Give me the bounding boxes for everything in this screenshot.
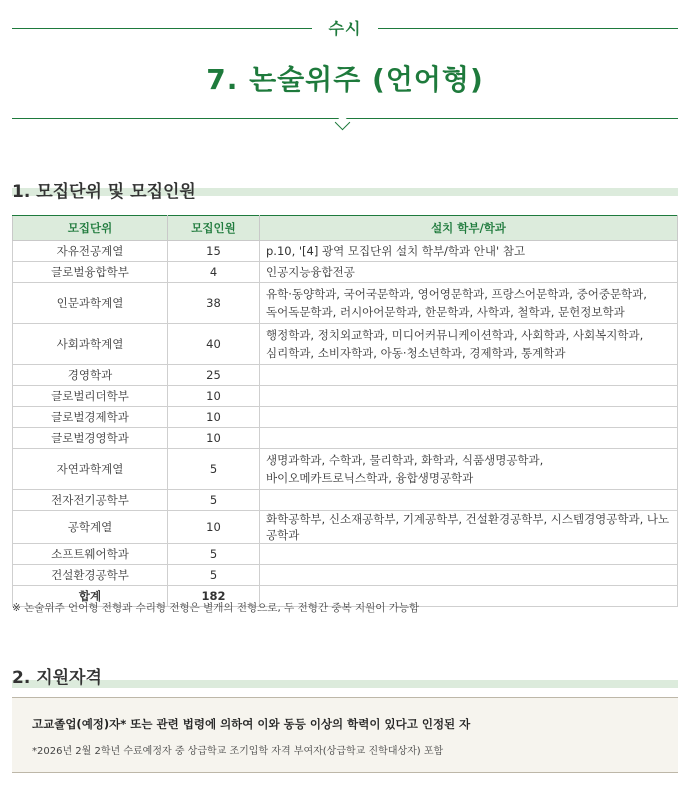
section-tag: 수시	[328, 19, 362, 38]
column-header-count: 모집인원	[168, 216, 260, 241]
cell-count: 10	[168, 407, 260, 428]
cell-depts	[260, 407, 678, 428]
cell-count: 10	[168, 386, 260, 407]
table-row	[13, 386, 678, 407]
cell-count: 5	[168, 449, 260, 490]
eligibility-box	[12, 697, 678, 773]
eligibility-footnote: *2026년 2월 2학년 수료예정자 중 상급학교 조기입학 자격 부여자(상급학교 진학대상자) 포함	[32, 746, 444, 757]
table-row	[13, 324, 678, 365]
cell-unit: 글로벌리더학부	[13, 386, 168, 407]
heading-underline	[12, 680, 678, 688]
cell-count: 38	[168, 283, 260, 324]
section-heading-eligibility: 2. 지원자격	[12, 668, 102, 688]
table-header-row	[13, 216, 678, 241]
cell-unit: 자유전공계열	[13, 241, 168, 262]
cell-depts	[260, 428, 678, 449]
cell-depts	[260, 283, 678, 324]
cell-count: 4	[168, 262, 260, 283]
dept-line: 인공지능융합전공	[266, 265, 355, 279]
cell-depts	[260, 365, 678, 386]
dept-line: 유학·동양학과, 국어국문학과, 영어영문학과, 프랑스어문학과, 중어중문학과,	[266, 287, 647, 301]
total-count: 182	[168, 586, 260, 607]
footnote: ※ 논술위주 언어형 전형과 수리형 전형은 별개의 전형으로, 두 전형간 중복 지원이 가능함	[12, 602, 420, 614]
cell-unit: 인문과학계열	[13, 283, 168, 324]
cell-unit: 글로벌경제학과	[13, 407, 168, 428]
table-row	[13, 544, 678, 565]
table-row	[13, 241, 678, 262]
table-row	[13, 407, 678, 428]
dept-line: 화학공학부, 신소재공학부, 기계공학부, 건설환경공학부, 시스템경영공학과, 나노공학과	[266, 512, 670, 542]
page-title: 7. 논술위주 (언어형)	[206, 63, 484, 96]
cell-count: 10	[168, 511, 260, 544]
cell-count: 25	[168, 365, 260, 386]
total-label: 합계	[13, 586, 168, 607]
table-row	[13, 511, 678, 544]
dept-line: p.10, '[4] 광역 모집단위 설치 학부/학과 안내' 참고	[266, 244, 526, 258]
cell-count: 10	[168, 428, 260, 449]
dept-line: 행정학과, 정치외교학과, 미디어커뮤니케이션학과, 사회학과, 사회복지학과,	[266, 328, 644, 342]
cell-unit: 소프트웨어학과	[13, 544, 168, 565]
cell-depts	[260, 511, 678, 544]
table-row	[13, 283, 678, 324]
cell-depts	[260, 324, 678, 365]
table-row	[13, 490, 678, 511]
cell-depts	[260, 490, 678, 511]
table-row	[13, 262, 678, 283]
cell-count: 5	[168, 544, 260, 565]
cell-unit: 사회과학계열	[13, 324, 168, 365]
table-row	[13, 449, 678, 490]
cell-unit: 건설환경공학부	[13, 565, 168, 586]
cell-depts	[260, 386, 678, 407]
cell-depts	[260, 544, 678, 565]
cell-unit: 전자전기공학부	[13, 490, 168, 511]
table-row	[13, 565, 678, 586]
cell-count: 5	[168, 565, 260, 586]
cell-unit: 글로벌융합학부	[13, 262, 168, 283]
cell-unit: 공학계열	[13, 511, 168, 544]
section-heading-recruitment: 1. 모집단위 및 모집인원	[12, 182, 196, 202]
cell-depts	[260, 241, 678, 262]
dept-line: 생명과학과, 수학과, 물리학과, 화학과, 식품생명공학과,	[266, 453, 544, 467]
cell-count: 15	[168, 241, 260, 262]
table-row	[13, 365, 678, 386]
dept-line: 독어독문학과, 러시아어문학과, 한문학과, 사학과, 철학과, 문헌정보학과	[266, 305, 625, 319]
dept-line: 심리학과, 소비자학과, 아동·청소년학과, 경제학과, 통계학과	[266, 346, 566, 360]
table-row	[13, 428, 678, 449]
cell-count: 40	[168, 324, 260, 365]
dept-line: 바이오메카트로닉스학과, 융합생명공학과	[266, 471, 474, 485]
cell-depts	[260, 262, 678, 283]
recruitment-table	[12, 215, 678, 607]
cell-unit: 경영학과	[13, 365, 168, 386]
column-header-unit: 모집단위	[13, 216, 168, 241]
cell-unit: 글로벌경영학과	[13, 428, 168, 449]
cell-count: 5	[168, 490, 260, 511]
column-header-depts: 설치 학부/학과	[260, 216, 678, 241]
eligibility-main-text: 고교졸업(예정)자* 또는 관련 법령에 의하여 이와 동등 이상의 학력이 있다고 인정된 자	[32, 717, 471, 731]
cell-depts	[260, 449, 678, 490]
cell-depts	[260, 565, 678, 586]
cell-unit: 자연과학계열	[13, 449, 168, 490]
